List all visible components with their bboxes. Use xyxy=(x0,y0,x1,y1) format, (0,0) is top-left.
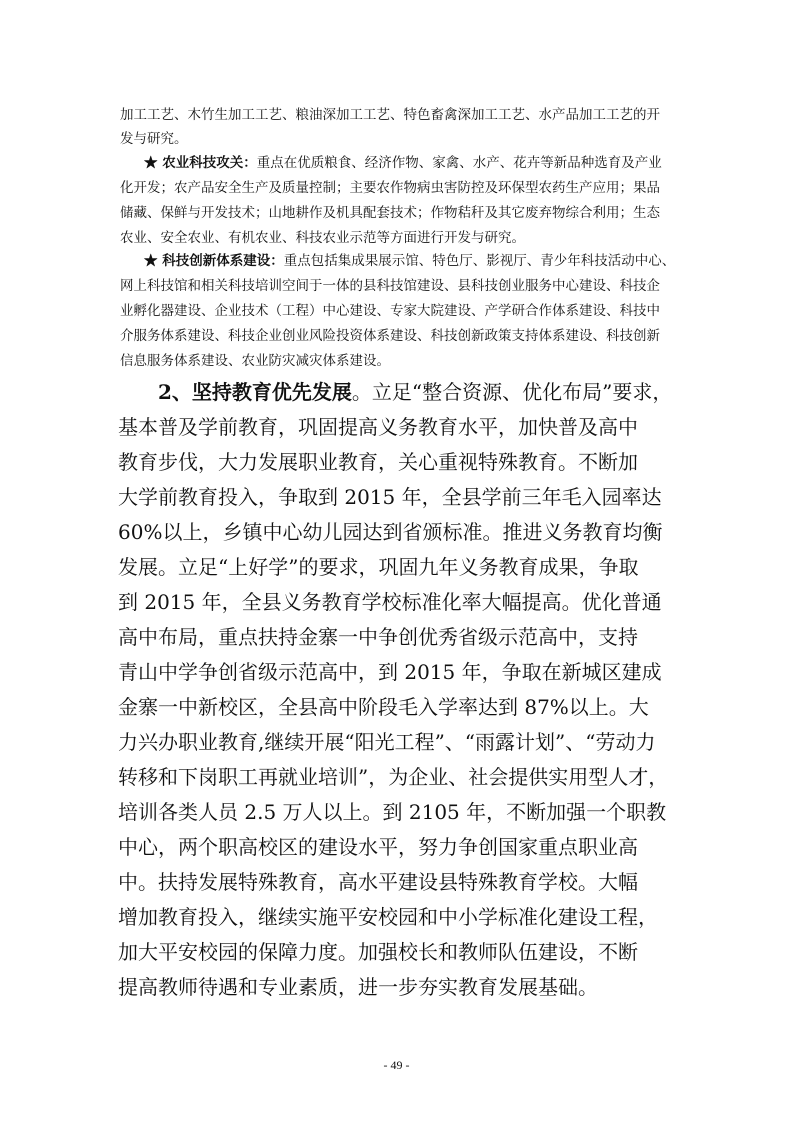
edu-line-11: 力兴办职业教育,继续开展“阳光工程”、“雨露计划”、“劳动力 xyxy=(118,730,656,754)
edu-line-7: 到 2015 年，全县义务教育学校标准化率大幅提高。优化普通 xyxy=(118,590,662,614)
edu-line-5: 60%以上，乡镇中心幼儿园达到省颁标准。推进义务教育均衡 xyxy=(118,520,663,544)
edu-line-6: 发展。立足“上好学”的要求，巩固九年义务教育成果，争取 xyxy=(118,555,639,579)
edu-line-12: 转移和下岗职工再就业培训”，为企业、社会提供实用型人才， xyxy=(118,765,669,789)
edu-line-8: 高中布局，重点扶持金寨一中争创优秀省级示范高中，支持 xyxy=(118,625,638,649)
agri-text-1: 重点在优质粮食、经济作物、家禽、水产、花卉等新品种选育及产业 xyxy=(256,155,662,171)
innov-line-1 xyxy=(144,249,675,269)
edu-line-17: 加大平安校园的保障力度。加强校长和教师队伍建设，不断 xyxy=(118,940,638,964)
innov-title: ★ 科技创新体系建设： xyxy=(144,253,284,269)
agri-line-4: 农业、安全农业、有机农业、科技农业示范等方面进行开发与研究。 xyxy=(120,230,525,246)
edu-line-14: 中心，两个职高校区的建设水平，努力争创国家重点职业高 xyxy=(118,835,638,859)
innov-line-5: 信息服务体系建设、农业防灾减灾体系建设。 xyxy=(120,353,390,369)
edu-line-3: 教育步伐，大力发展职业教育，关心重视特殊教育。不断加 xyxy=(118,450,638,474)
edu-line-2: 基本普及学前教育，巩固提高义务教育水平，加快普及高中 xyxy=(118,415,638,439)
edu-line-10: 金寨一中新校区，全县高中阶段毛入学率达到 87%以上。大 xyxy=(118,695,649,719)
page-number: - 49 - xyxy=(383,1058,410,1072)
edu-line-1 xyxy=(158,376,672,405)
innov-text-1: 重点包括集成果展示馆、特色厅、影视厅、青少年科技活动中心、 xyxy=(283,253,676,269)
agri-line-3: 储藏、保鲜与开发技术；山地耕作及机具配套技术；作物秸秆及其它废弃物综合利用；生态 xyxy=(120,205,660,221)
edu-line-15: 中。扶持发展特殊教育，高水平建设县特殊教育学校。大幅 xyxy=(118,870,638,894)
edu-line-13: 培训各类人员 2.5 万人以上。到 2105 年，不断加强一个职教 xyxy=(118,800,667,824)
agri-title: ★ 农业科技攻关： xyxy=(144,155,257,171)
agri-line-2: 化开发；农产品安全生产及质量控制；主要农作物病虫害防控及环保型农药生产应用；果品 xyxy=(120,180,660,196)
edu-line-4: 大学前教育投入，争取到 2015 年，全县学前三年毛入园率达 xyxy=(118,485,662,509)
edu-line-9: 青山中学争创省级示范高中，到 2015 年，争取在新城区建成 xyxy=(118,660,662,684)
edu-line-16: 增加教育投入，继续实施平安校园和中小学标准化建设工程， xyxy=(118,905,658,929)
intro-line-1: 加工工艺、木竹生加工工艺、粮油深加工工艺、特色畜禽深加工工艺、水产品加工工艺的开 xyxy=(120,107,660,123)
innov-line-4: 介服务体系建设、科技企业创业风险投资体系建设、科技创新政策支持体系建设、科技创新 xyxy=(120,328,660,344)
edu-line-18: 提高教师待遇和专业素质，进一步夯实教育发展基础。 xyxy=(118,975,598,999)
innov-line-3: 业孵化器建设、企业技术（工程）中心建设、专家大院建设、产学研合作体系建设、科技中 xyxy=(120,303,660,319)
intro-line-2: 发与研究。 xyxy=(120,131,188,147)
agri-line-1 xyxy=(144,151,662,171)
edu-text-1: 。立足“整合资源、优化布局”要求， xyxy=(351,380,673,404)
innov-line-2: 网上科技馆和相关科技培训空间于一体的县科技馆建设、县科技创业服务中心建设、科技企 xyxy=(120,278,660,294)
edu-heading: 2、坚持教育优先发展 xyxy=(158,380,352,404)
